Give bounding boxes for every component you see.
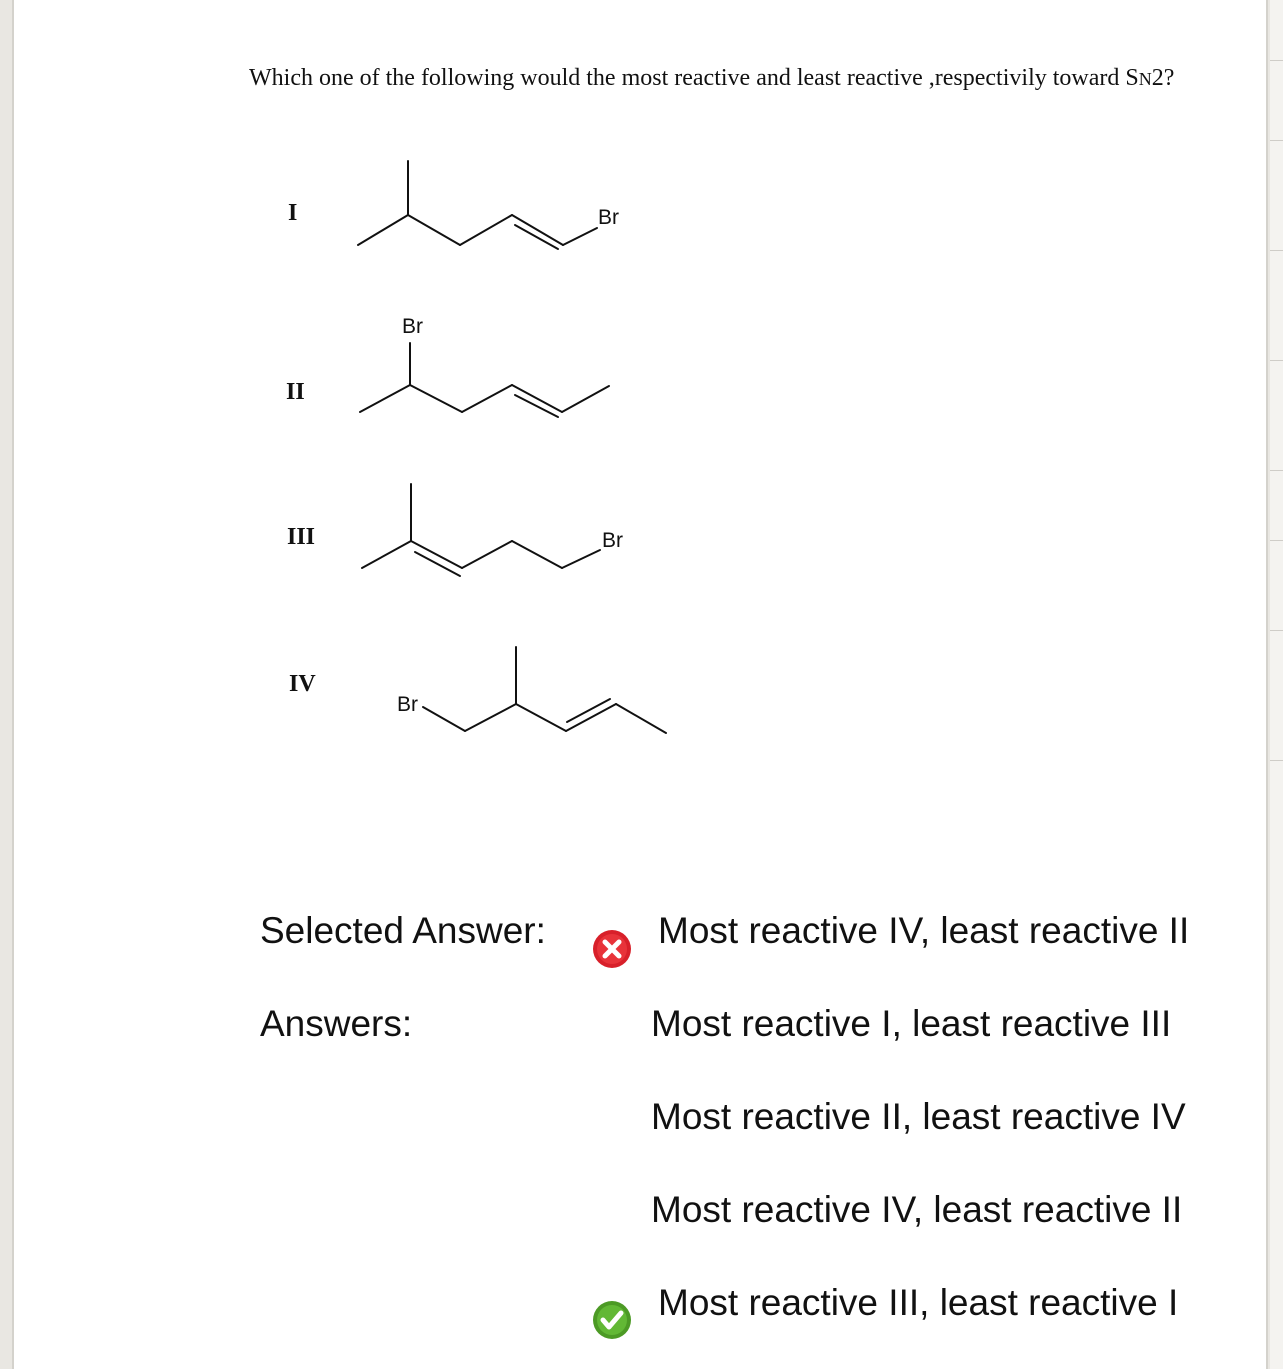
molecule-label-ii: II xyxy=(286,379,305,405)
molecule-label-iii: III xyxy=(287,524,316,550)
correct-check-icon xyxy=(592,1300,632,1340)
molecule-iii-structure xyxy=(362,484,623,576)
molecule-iv-structure xyxy=(397,647,666,733)
answers-label: Answers: xyxy=(260,1003,413,1044)
answer-option: Most reactive I, least reactive III xyxy=(651,1003,1172,1044)
selected-answer-label: Selected Answer: xyxy=(260,910,546,951)
molecule-ii-structure xyxy=(360,315,609,417)
molecule-label-iv: IV xyxy=(289,671,316,697)
correct-answer-option: Most reactive III, least reactive I xyxy=(658,1282,1179,1323)
molecule-label-i: I xyxy=(288,200,298,226)
answer-option: Most reactive IV, least reactive II xyxy=(651,1189,1183,1230)
selected-answer-text: Most reactive IV, least reactive II xyxy=(658,910,1190,951)
molecule-i-br-label: Br xyxy=(598,206,619,229)
molecule-iv-br-label: Br xyxy=(397,693,418,716)
answer-option: Most reactive II, least reactive IV xyxy=(651,1096,1186,1137)
subscript-n: N xyxy=(1138,69,1152,89)
molecule-i-structure xyxy=(358,161,619,249)
incorrect-x-icon xyxy=(592,929,632,969)
molecule-iii-br-label: Br xyxy=(602,529,623,552)
question-text: Which one of the following would the most reactive and least reactive ,respectivily toward SN2? xyxy=(249,65,1175,91)
molecule-ii-br-label: Br xyxy=(402,315,423,338)
